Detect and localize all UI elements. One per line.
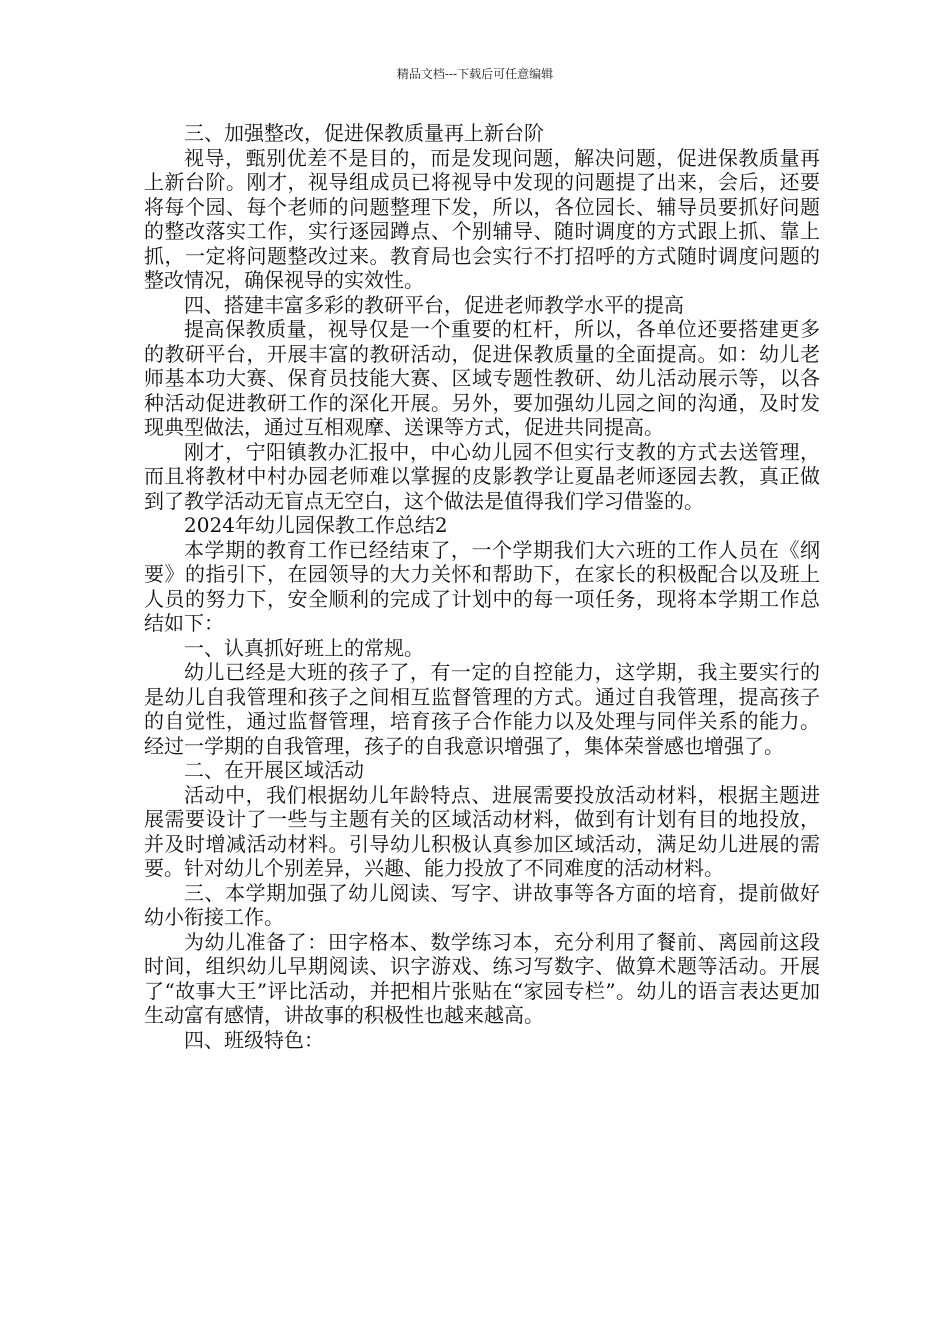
section-heading-research-platform: 四、搭建丰富多彩的教研平台，促进老师教学水平的提高 (184, 292, 684, 317)
section-heading-reading-writing: 三、本学期加强了幼儿阅读、写字、讲故事等各方面的培育，提前做好幼小衔接工作。 (144, 880, 820, 929)
document-body (144, 121, 820, 1052)
paragraph-routine: 幼儿已经是大班的孩子了，有一定的自控能力，这学期，我主要实行的是幼儿自我管理和孩子之间相互监督管理的方式。通过自我管理，提高孩子的自觉性，通过监督管理，培育孩子合作能力以及处理与同伴关系的能力。经过一学期的自我管理，孩子的自我意识增强了，集体荣誉感也增强了。 (144, 660, 820, 758)
paragraph-ningyang-report: 刚才，宁阳镇教办汇报中，中心幼儿园不但实行支教的方式去送管理，而且将教材中村办园老师难以掌握的皮影教学让夏晶老师逐园去教，真正做到了教学活动无盲点无空白，这个做法是值得我们学习借鉴的。 (144, 439, 820, 513)
section-heading-area-activities: 二、在开展区域活动 (184, 758, 364, 782)
page-header: 精品文档---下载后可任意编辑 (396, 67, 554, 81)
paragraph-area-activities: 活动中，我们根据幼儿年龄特点、进展需要投放活动材料，根据主题进展需要设计了一些与主题有关的区域活动材料，做到有计划有目的地投放，并及时增减活动材料。引导幼儿积极认真参加区域活动，满足幼儿进展的需要。针对幼儿个别差异，兴趣、能力投放了不同难度的活动材料。 (144, 782, 820, 880)
document-subtitle: 2024年幼儿园保教工作总结2 (184, 513, 448, 537)
paragraph-research-platform: 提高保教质量，视导仅是一个重要的杠杆，所以，各单位还要搭建更多的教研平台，开展丰富的教研活动，促进保教质量的全面提高。如：幼儿老师基本功大赛、保育员技能大赛、区域专题性教研、幼儿活动展示等，以各种活动促进教研工作的深化开展。另外，要加强幼儿园之间的沟通，及时发现典型做法，通过互相观摩、送课等方式，促进共同提高。 (144, 317, 820, 439)
section-heading-rectification: 三、加强整改，促进保教质量再上新台阶 (184, 121, 544, 145)
paragraph-reading-writing: 为幼儿准备了：田字格本、数学练习本，充分利用了餐前、离园前这段时间，组织幼儿早期阅读、识字游戏、练习写数字、做算术题等活动。开展了“故事大王”评比活动，并把相片张贴在“家园专栏”。幼儿的语言表达更加生动富有感情，讲故事的积极性也越来越高。 (144, 929, 820, 1027)
paragraph-rectification: 视导，甄别优差不是目的，而是发现问题，解决问题，促进保教质量再上新台阶。刚才，视导组成员已将视导中发现的问题提了出来，会后，还要将每个园、每个老师的问题整理下发，所以，各位园长、辅导员要抓好问题的整改落实工作，实行逐园蹲点、个别辅导、随时调度的方式跟上抓、靠上抓，一定将问题整改过来。教育局也会实行不打招呼的方式随时调度问题的整改情况，确保视导的实效性。 (144, 145, 820, 292)
section-heading-class-features: 四、班级特色： (184, 1027, 324, 1052)
paragraph-semester-intro: 本学期的教育工作已经结束了，一个学期我们大六班的工作人员在《纲要》的指引下，在园领导的大力关怀和帮助下，在家长的积极配合以及班上人员的努力下，安全顺利的完成了计划中的每一项任务，现将本学期工作总结如下： (144, 537, 820, 635)
section-heading-routine: 一、认真抓好班上的常规。 (184, 635, 424, 660)
